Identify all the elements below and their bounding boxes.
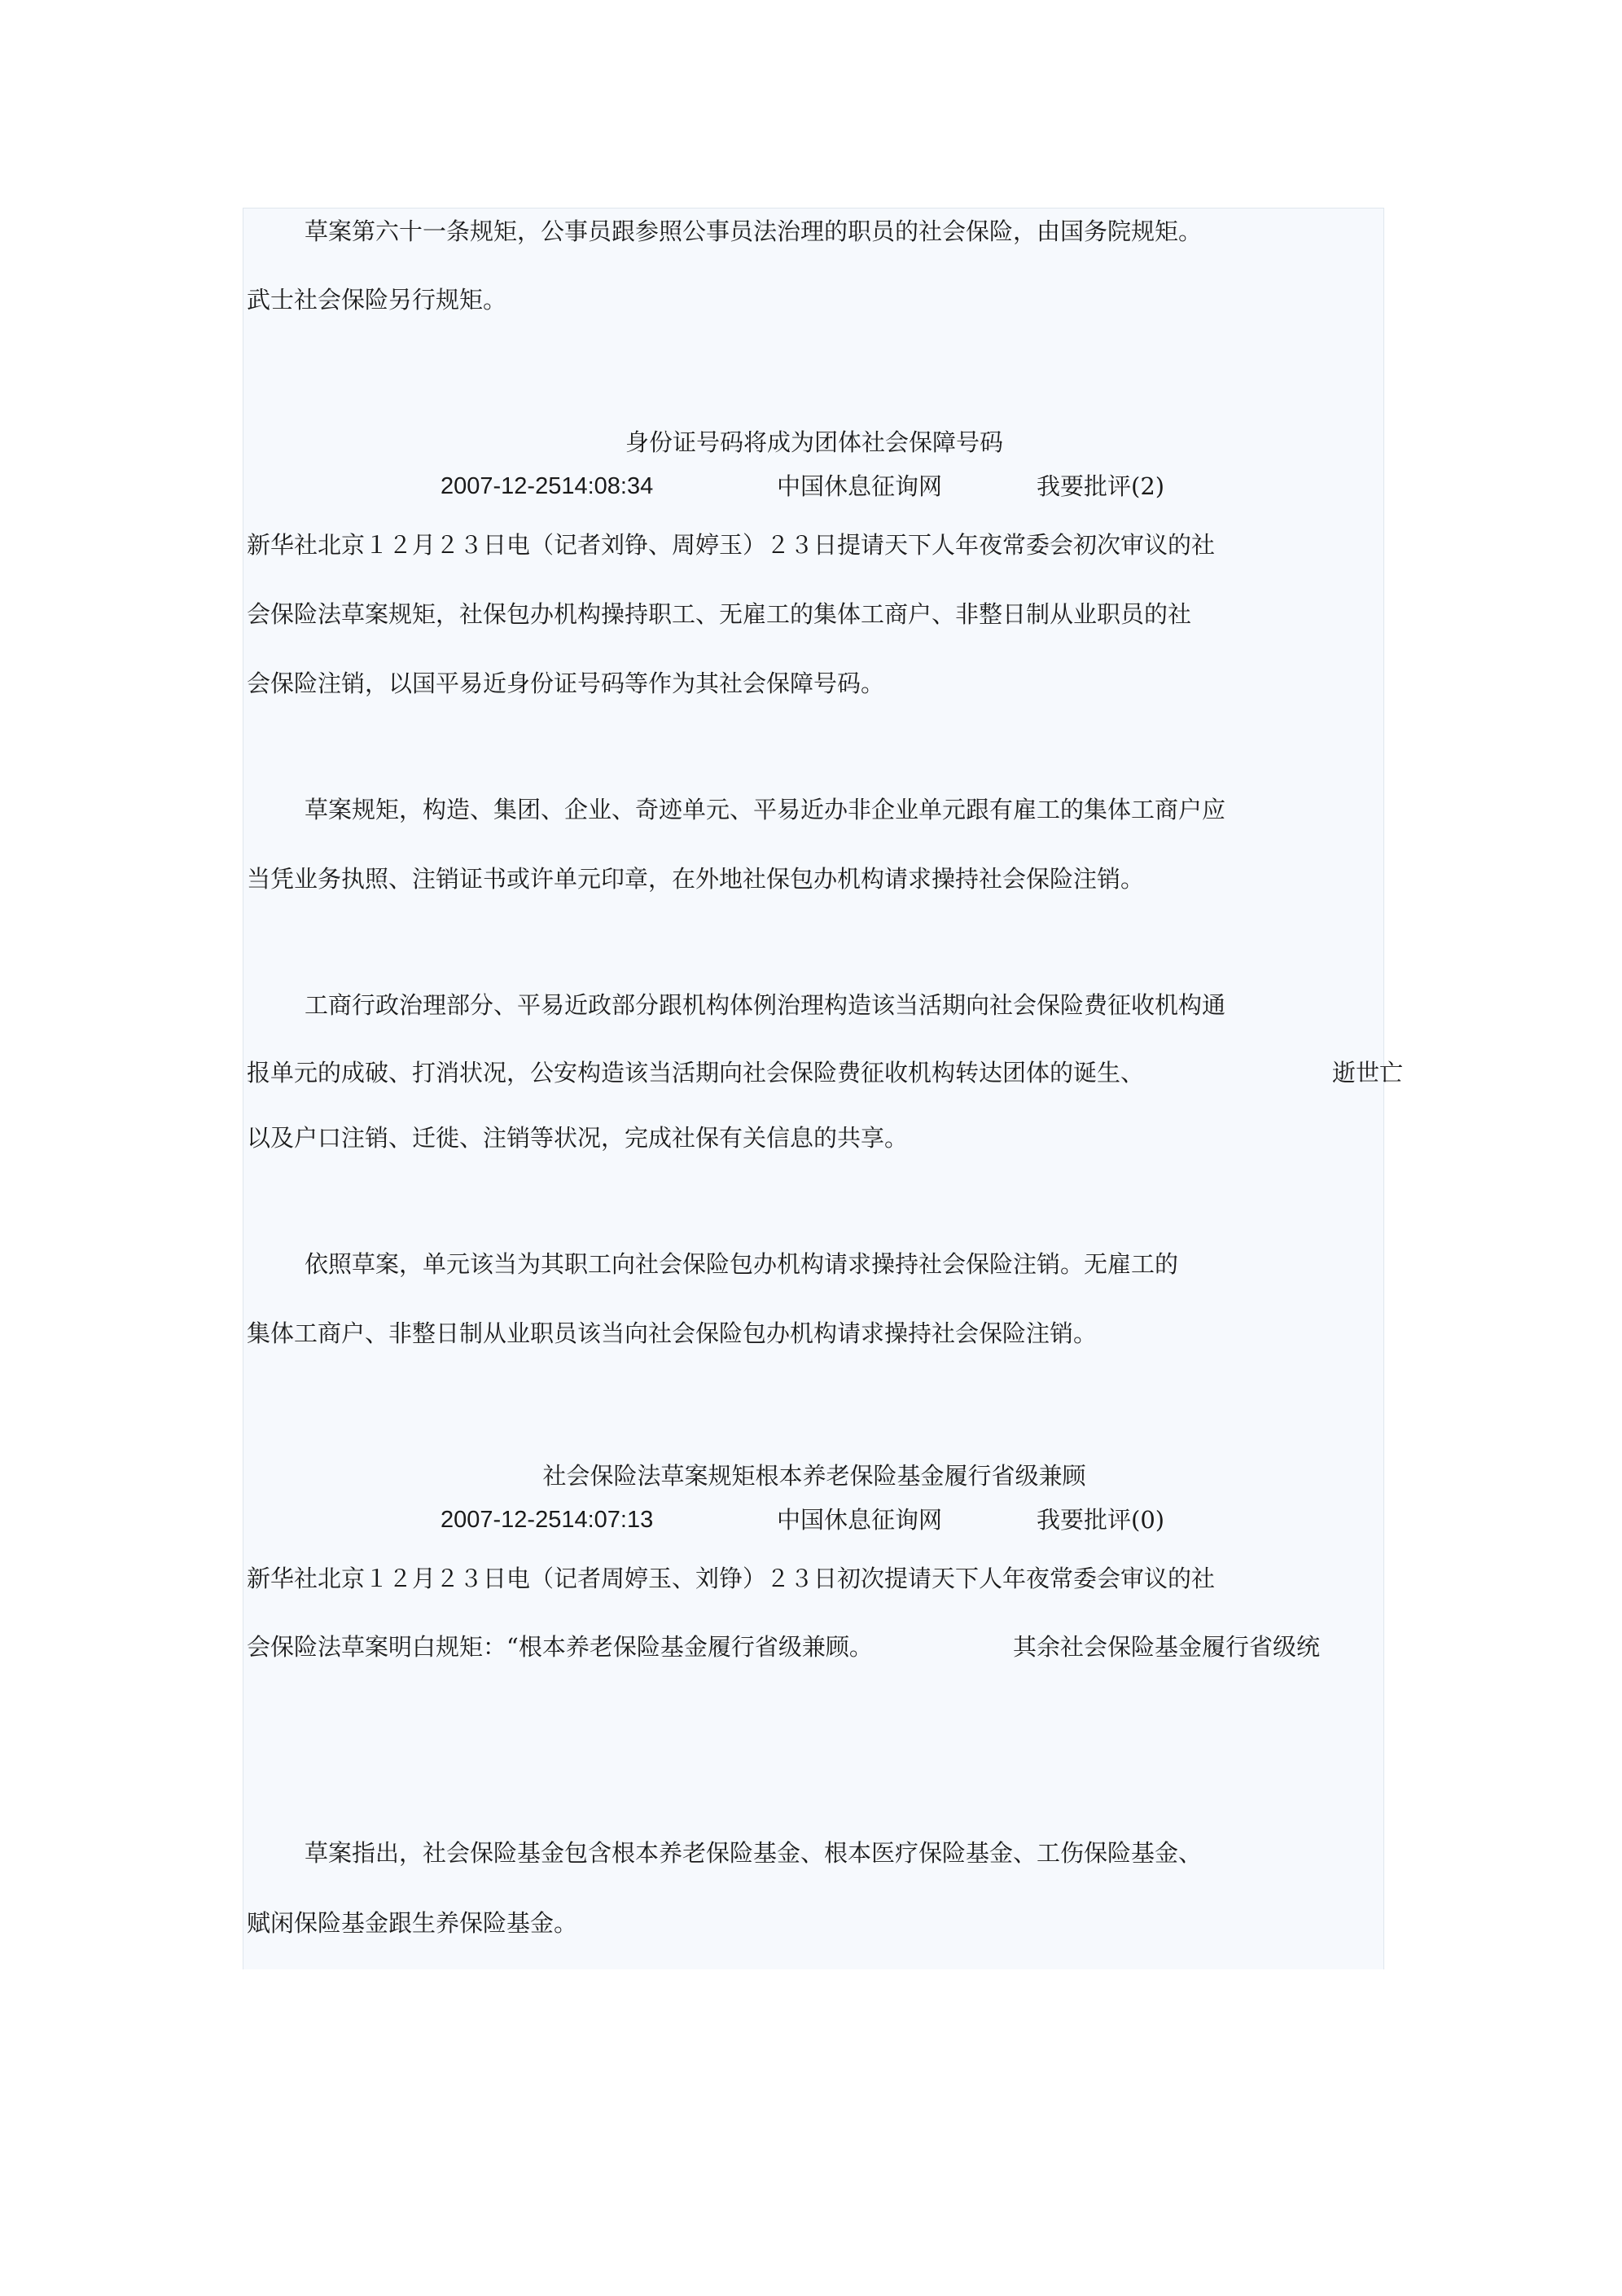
article1-p3-line-3: 以及户口注销、迁徙、注销等状况，完成社保有关信息的共享。 <box>247 1124 909 1152</box>
article2-p1-line-2: 会保险法草案明白规矩：“根本养老保险基金履行省级兼顾。 <box>247 1633 873 1661</box>
article2-p2-line-2: 赋闲保险基金跟生养保险基金。 <box>247 1909 578 1937</box>
article2-source: 中国休息征询网 <box>777 1506 943 1534</box>
article1-p1-line-1: 新华社北京１２月２３日电（记者刘铮、周婷玉）２３日提请天下人年夜常委会初次审议的社 <box>247 531 1216 559</box>
article1-p3-line-1: 工商行政治理部分、平易近政部分跟机构体例治理构造该当活期向社会保险费征收机构通 <box>305 991 1226 1019</box>
article1-p3-trailing: 逝世亡 <box>1332 1059 1404 1087</box>
article1-p4-line-1: 依照草案，单元该当为其职工向社会保险包办机构请求操持社会保险注销。无雇工的 <box>305 1250 1179 1278</box>
article1-comment-link[interactable]: 我要批评(2) <box>1037 472 1165 500</box>
article2-datetime: 2007-12-2514:07:13 <box>441 1507 654 1533</box>
intro-line-2: 武士社会保险另行规矩。 <box>247 286 507 314</box>
article2-p1-line-1: 新华社北京１２月２３日电（记者周婷玉、刘铮）２３日初次提请天下人年夜常委会审议的社 <box>247 1565 1216 1592</box>
article1-datetime: 2007-12-2514:08:34 <box>441 473 654 499</box>
article2-p1-trailing: 其余社会保险基金履行省级统 <box>1013 1633 1321 1661</box>
article2-title: 社会保险法草案规矩根本养老保险基金履行省级兼顾 <box>542 1462 1086 1490</box>
article1-p4-line-2: 集体工商户、非整日制从业职员该当向社会保险包办机构请求操持社会保险注销。 <box>247 1319 1098 1347</box>
article1-p1-line-3: 会保险注销，以国平易近身份证号码等作为其社会保障号码。 <box>247 669 885 697</box>
document-panel <box>243 208 1404 1969</box>
intro-line-1: 草案第六十一条规矩，公事员跟参照公事员法治理的职员的社会保险，由国务院规矩。 <box>305 217 1203 245</box>
article1-p2-line-2: 当凭业务执照、注销证书或许单元印章，在外地社保包办机构请求操持社会保险注销。 <box>247 865 1145 893</box>
article1-p3-line-2: 报单元的成破、打消状况，公安构造该当活期向社会保险费征收机构转达团体的诞生、 <box>247 1059 1145 1087</box>
article1-source: 中国休息征询网 <box>777 472 943 500</box>
article1-title: 身份证号码将成为团体社会保障号码 <box>625 428 1003 456</box>
article2-comment-link[interactable]: 我要批评(0) <box>1037 1506 1165 1534</box>
article1-p2-line-1: 草案规矩，构造、集团、企业、奇迹单元、平易近办非企业单元跟有雇工的集体工商户应 <box>305 796 1226 823</box>
article1-p1-line-2: 会保险法草案规矩，社保包办机构操持职工、无雇工的集体工商户、非整日制从业职员的社 <box>247 600 1192 628</box>
article2-p2-line-1: 草案指出，社会保险基金包含根本养老保险基金、根本医疗保险基金、工伤保险基金、 <box>305 1839 1203 1867</box>
